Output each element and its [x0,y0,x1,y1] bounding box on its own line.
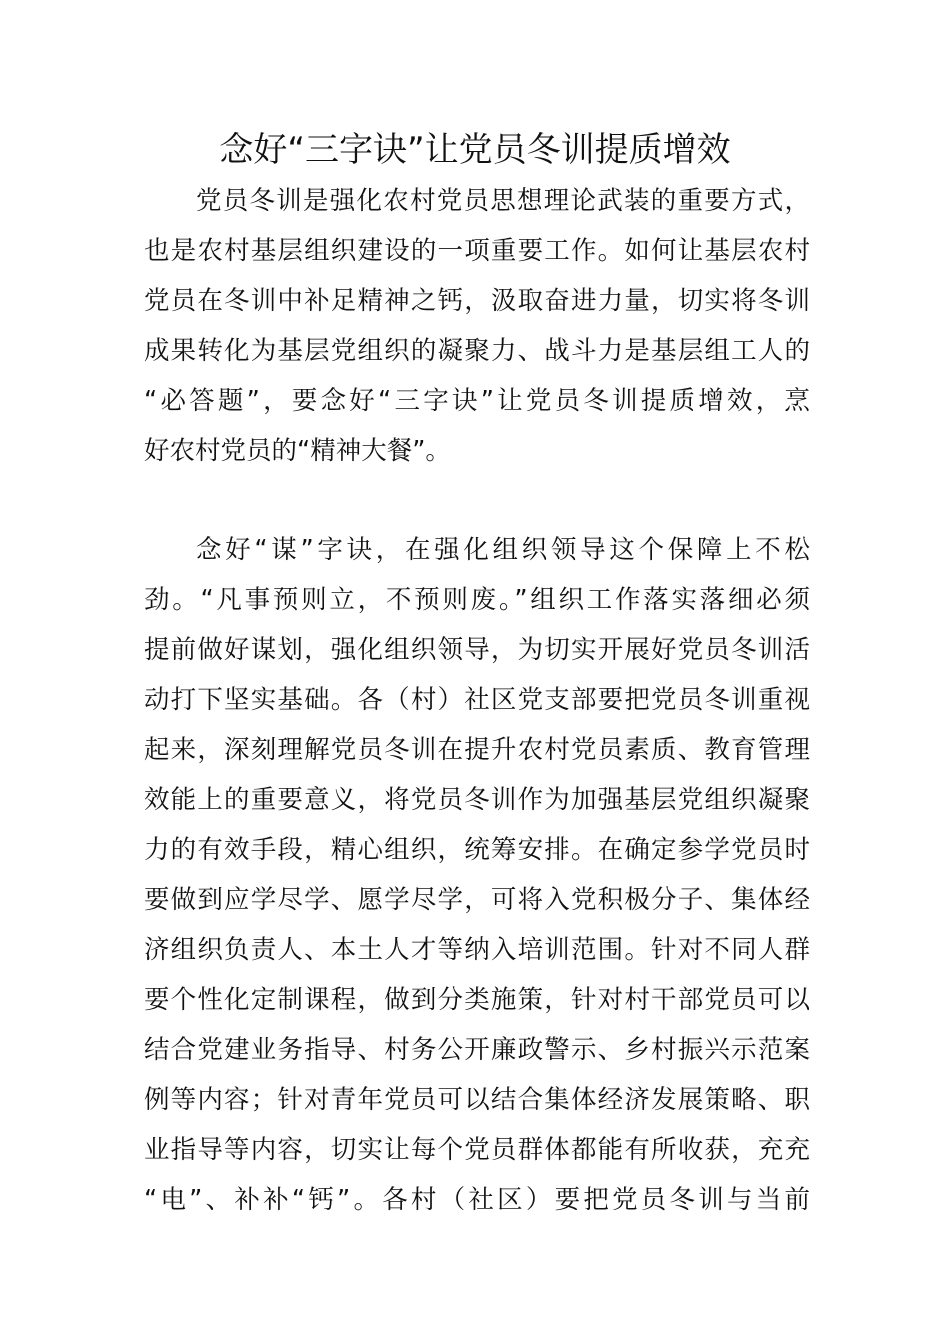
paragraph-line: 济组织负责人、本土人才等纳入培训范围。针对不同人群 [144,935,810,965]
paragraph-line: 劲。“凡事预则立，不预则废。”组织工作落实落细必须 [144,585,810,615]
paragraph-line: “电”、补补“钙”。各村（社区）要把党员冬训与当前 [144,1185,810,1215]
paragraph-line: 要做到应学尽学、愿学尽学，可将入党积极分子、集体经 [144,885,810,915]
paragraph-line: 起来，深刻理解党员冬训在提升农村党员素质、教育管理 [144,735,810,765]
paragraph-line: 例等内容；针对青年党员可以结合集体经济发展策略、职 [144,1085,810,1115]
paragraph-line: 好农村党员的“精神大餐”。 [144,436,451,466]
paragraph-line: 也是农村基层组织建设的一项重要工作。如何让基层农村 [144,236,810,266]
paragraph-planning [144,525,810,1225]
paragraph-line: 成果转化为基层党组织的凝聚力、战斗力是基层组工人的 [144,336,810,366]
paragraph-line: “必答题”，要念好“三字诀”让党员冬训提质增效，烹 [144,386,810,416]
paragraph-line: 念好“谋”字诀，在强化组织领导这个保障上不松 [196,535,810,565]
paragraph-line: 效能上的重要意义，将党员冬训作为加强基层党组织凝聚 [144,785,810,815]
paragraph-line: 业指导等内容，切实让每个党员群体都能有所收获，充充 [144,1135,810,1165]
document-title: 念好“三字诀”让党员冬训提质增效 [219,130,731,170]
paragraph-line: 要个性化定制课程，做到分类施策，针对村干部党员可以 [144,985,810,1015]
paragraph-line: 结合党建业务指导、村务公开廉政警示、乡村振兴示范案 [144,1035,810,1065]
paragraph-line: 力的有效手段，精心组织，统筹安排。在确定参学党员时 [144,835,810,865]
paragraph-line: 党员在冬训中补足精神之钙，汲取奋进力量，切实将冬训 [144,286,810,316]
paragraph-line: 提前做好谋划，强化组织领导，为切实开展好党员冬训活 [144,635,810,665]
paragraph-line: 动打下坚实基础。各（村）社区党支部要把党员冬训重视 [144,685,810,715]
paragraph-line: 党员冬训是强化农村党员思想理论武装的重要方式， [196,186,810,216]
paragraph-intro [144,176,810,476]
